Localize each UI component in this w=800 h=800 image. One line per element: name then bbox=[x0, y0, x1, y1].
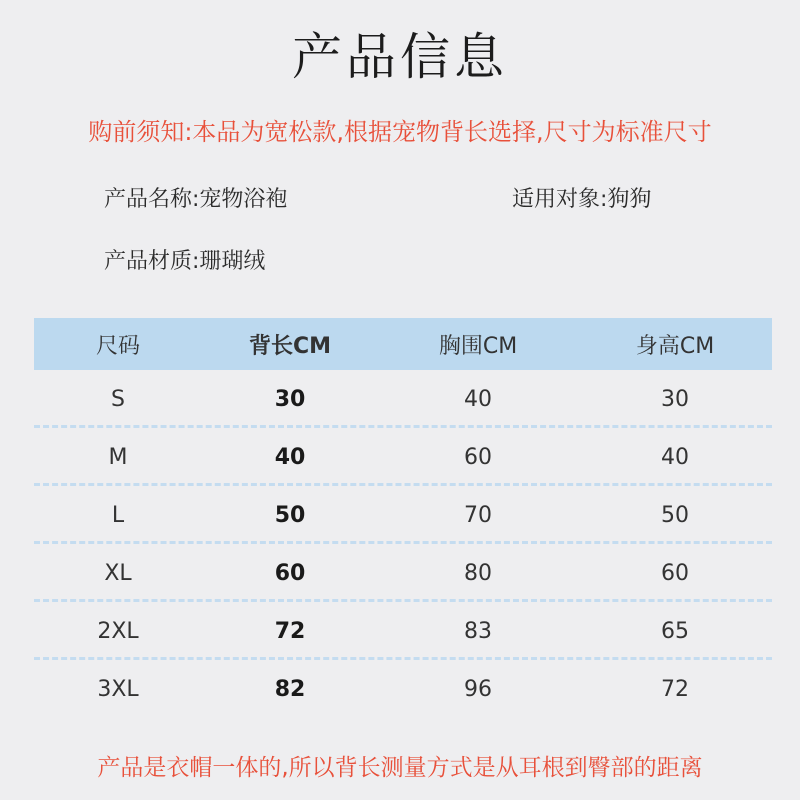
table-row bbox=[34, 660, 772, 718]
chest-cell: 60 bbox=[464, 444, 492, 470]
height-cell: 30 bbox=[661, 386, 689, 412]
size-table bbox=[34, 318, 772, 718]
size-cell: XL bbox=[104, 560, 132, 586]
table-row bbox=[34, 486, 772, 544]
product-target: 适用对象:狗狗 bbox=[512, 187, 652, 212]
product-material: 产品材质:珊瑚绒 bbox=[104, 249, 266, 274]
table-row bbox=[34, 602, 772, 660]
height-cell: 40 bbox=[661, 444, 689, 470]
height-cell: 50 bbox=[661, 502, 689, 528]
table-row bbox=[34, 370, 772, 428]
back-length-cell: 82 bbox=[274, 676, 306, 702]
measurement-note: 产品是衣帽一体的,所以背长测量方式是从耳根到臀部的距离 bbox=[97, 755, 703, 781]
size-cell: M bbox=[108, 444, 128, 470]
back-length-cell: 60 bbox=[274, 560, 306, 586]
size-cell: 2XL bbox=[97, 618, 139, 644]
size-cell: L bbox=[111, 502, 125, 528]
header-height: 身高CM bbox=[635, 333, 715, 359]
chest-cell: 80 bbox=[464, 560, 492, 586]
size-table-header bbox=[34, 318, 772, 370]
back-length-cell: 50 bbox=[274, 502, 306, 528]
height-cell: 60 bbox=[661, 560, 689, 586]
height-cell: 72 bbox=[661, 676, 689, 702]
height-cell: 65 bbox=[661, 618, 689, 644]
header-size: 尺码 bbox=[95, 333, 140, 359]
chest-cell: 70 bbox=[464, 502, 492, 528]
purchase-notice: 购前须知:本品为宽松款,根据宠物背长选择,尺寸为标准尺寸 bbox=[88, 118, 712, 146]
product-name: 产品名称:宠物浴袍 bbox=[104, 187, 288, 212]
table-row bbox=[34, 428, 772, 486]
chest-cell: 83 bbox=[464, 618, 492, 644]
page-title: 产品信息 bbox=[292, 28, 508, 86]
header-chest: 胸围CM bbox=[438, 333, 518, 359]
size-cell: 3XL bbox=[97, 676, 139, 702]
back-length-cell: 40 bbox=[274, 444, 306, 470]
table-row bbox=[34, 544, 772, 602]
chest-cell: 96 bbox=[464, 676, 492, 702]
header-back-length: 背长CM bbox=[248, 333, 332, 359]
back-length-cell: 30 bbox=[274, 386, 306, 412]
back-length-cell: 72 bbox=[274, 618, 306, 644]
size-cell: S bbox=[111, 386, 125, 412]
chest-cell: 40 bbox=[464, 386, 492, 412]
